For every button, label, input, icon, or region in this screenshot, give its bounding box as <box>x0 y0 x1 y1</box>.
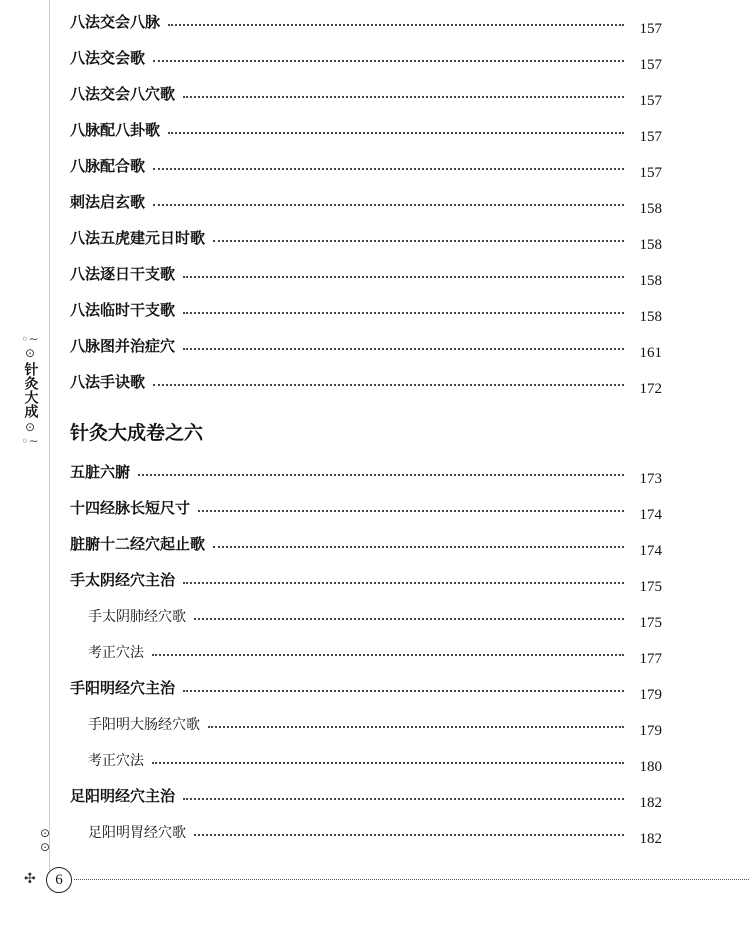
toc-subentry[interactable] <box>88 602 662 631</box>
toc-entry-page: 158 <box>639 201 662 217</box>
dot-icon: ⊙ <box>40 826 51 840</box>
dot-leader <box>183 276 624 278</box>
dot-leader <box>152 762 624 764</box>
toc-entry-page: 157 <box>639 129 662 145</box>
toc-entry-page: 180 <box>639 759 662 775</box>
dot-leader <box>194 618 624 620</box>
toc-entry-title: 八法五虎建元日时歌 <box>70 229 206 247</box>
dot-leader <box>152 654 624 656</box>
toc-entry-page: 179 <box>639 687 662 703</box>
ornament-icon: ✣ <box>24 871 36 887</box>
toc-entry[interactable] <box>70 674 662 703</box>
page-footer <box>24 867 753 893</box>
toc-entry[interactable] <box>70 332 662 361</box>
toc-entry-page: 158 <box>639 309 662 325</box>
ornament-icon: ◦∼ <box>21 332 39 346</box>
toc-entry[interactable] <box>70 494 662 523</box>
toc-entry-page: 177 <box>639 651 662 667</box>
toc-entry-page: 157 <box>639 21 662 37</box>
toc-entry-page: 175 <box>639 615 662 631</box>
section-heading: 针灸大成卷之六 <box>70 422 204 444</box>
toc-entry-page: 173 <box>639 471 662 487</box>
dot-icon: ⊙ <box>40 840 51 854</box>
toc-entry-title: 八脉配合歌 <box>70 157 146 175</box>
dot-leader <box>198 510 624 512</box>
gutter-line <box>49 0 50 870</box>
dot-leader <box>153 384 624 386</box>
dot-leader <box>183 312 624 314</box>
toc-entry[interactable] <box>70 80 662 109</box>
toc-entry-page: 157 <box>639 165 662 181</box>
toc-entry-page: 182 <box>639 795 662 811</box>
margin-dots <box>40 826 50 854</box>
toc-entry-page: 172 <box>639 381 662 397</box>
toc-entry-title: 八脉配八卦歌 <box>70 121 161 139</box>
toc-entry[interactable] <box>70 530 662 559</box>
toc-entry-title: 八法交会八脉 <box>70 13 161 31</box>
dot-leader <box>213 240 624 242</box>
toc-entry-title: 十四经脉长短尺寸 <box>70 499 191 517</box>
toc-entry-page: 161 <box>639 345 662 361</box>
dot-leader <box>153 204 624 206</box>
dot-leader <box>153 60 624 62</box>
toc-entry[interactable] <box>70 368 662 397</box>
toc-entry-page: 157 <box>639 93 662 109</box>
toc-subentry[interactable] <box>88 818 662 847</box>
page-number: 6 <box>46 867 72 893</box>
toc-entry-title: 足阳明胃经穴歌 <box>88 825 186 841</box>
toc-entry-title: 手阳明大肠经穴歌 <box>88 717 200 733</box>
toc-entry-title: 考正穴法 <box>88 753 144 769</box>
toc-entry-page: 158 <box>639 273 662 289</box>
toc-entry[interactable] <box>70 296 662 325</box>
toc-entry-title: 手太阴经穴主治 <box>70 571 176 589</box>
toc-entry-title: 考正穴法 <box>88 645 144 661</box>
dot-leader <box>183 348 624 350</box>
dot-leader <box>183 690 624 692</box>
dot-leader <box>183 798 624 800</box>
toc-entry-title: 足阳明经穴主治 <box>70 787 176 805</box>
toc-entry-title: 八法交会歌 <box>70 49 146 67</box>
toc-entry-title: 八法临时干支歌 <box>70 301 176 319</box>
toc-entry-title: 八法手诀歌 <box>70 373 146 391</box>
side-book-title <box>16 332 44 448</box>
dot-leader <box>213 546 624 548</box>
toc-entry-page: 158 <box>639 237 662 253</box>
toc-entry[interactable] <box>70 260 662 289</box>
toc-entry[interactable] <box>70 44 662 73</box>
toc-entry[interactable] <box>70 224 662 253</box>
ornament-icon: ◦∼ <box>21 434 39 448</box>
toc-entry-page: 174 <box>639 543 662 559</box>
dot-leader <box>183 96 624 98</box>
toc-entry[interactable] <box>70 566 662 595</box>
toc-entry-title: 八法逐日干支歌 <box>70 265 176 283</box>
side-title-text: 针灸大成 <box>22 362 39 418</box>
toc-entry-title: 手太阴肺经穴歌 <box>88 609 186 625</box>
toc-subentry[interactable] <box>88 746 662 775</box>
toc-entry-page: 182 <box>639 831 662 847</box>
dot-leader <box>168 132 624 134</box>
dot-leader <box>138 474 624 476</box>
toc-subentry[interactable] <box>88 638 662 667</box>
toc-entry-page: 174 <box>639 507 662 523</box>
toc-entry-title: 五脏六腑 <box>70 463 131 481</box>
toc-entry[interactable] <box>70 458 662 487</box>
dot-leader <box>183 582 624 584</box>
toc-entry-title: 刺法启玄歌 <box>70 193 146 211</box>
footer-dotted-rule <box>74 879 749 880</box>
dot-icon: ⊙ <box>24 346 36 360</box>
toc-entry-title: 手阳明经穴主治 <box>70 679 176 697</box>
toc-entry[interactable] <box>70 152 662 181</box>
toc-entry-page: 179 <box>639 723 662 739</box>
toc-entry-title: 八法交会八穴歌 <box>70 85 176 103</box>
toc-entry[interactable] <box>70 188 662 217</box>
toc-subentry[interactable] <box>88 710 662 739</box>
dot-leader <box>208 726 624 728</box>
toc-entry-title: 脏腑十二经穴起止歌 <box>70 535 206 553</box>
toc-entry-page: 175 <box>639 579 662 595</box>
toc-entry[interactable] <box>70 116 662 145</box>
toc-entry[interactable] <box>70 782 662 811</box>
dot-leader <box>194 834 624 836</box>
dot-leader <box>153 168 624 170</box>
toc-entry-title: 八脉图并治症穴 <box>70 337 176 355</box>
toc-entry[interactable] <box>70 8 662 37</box>
toc-entry-page: 157 <box>639 57 662 73</box>
dot-leader <box>168 24 624 26</box>
dot-icon: ⊙ <box>24 420 36 434</box>
